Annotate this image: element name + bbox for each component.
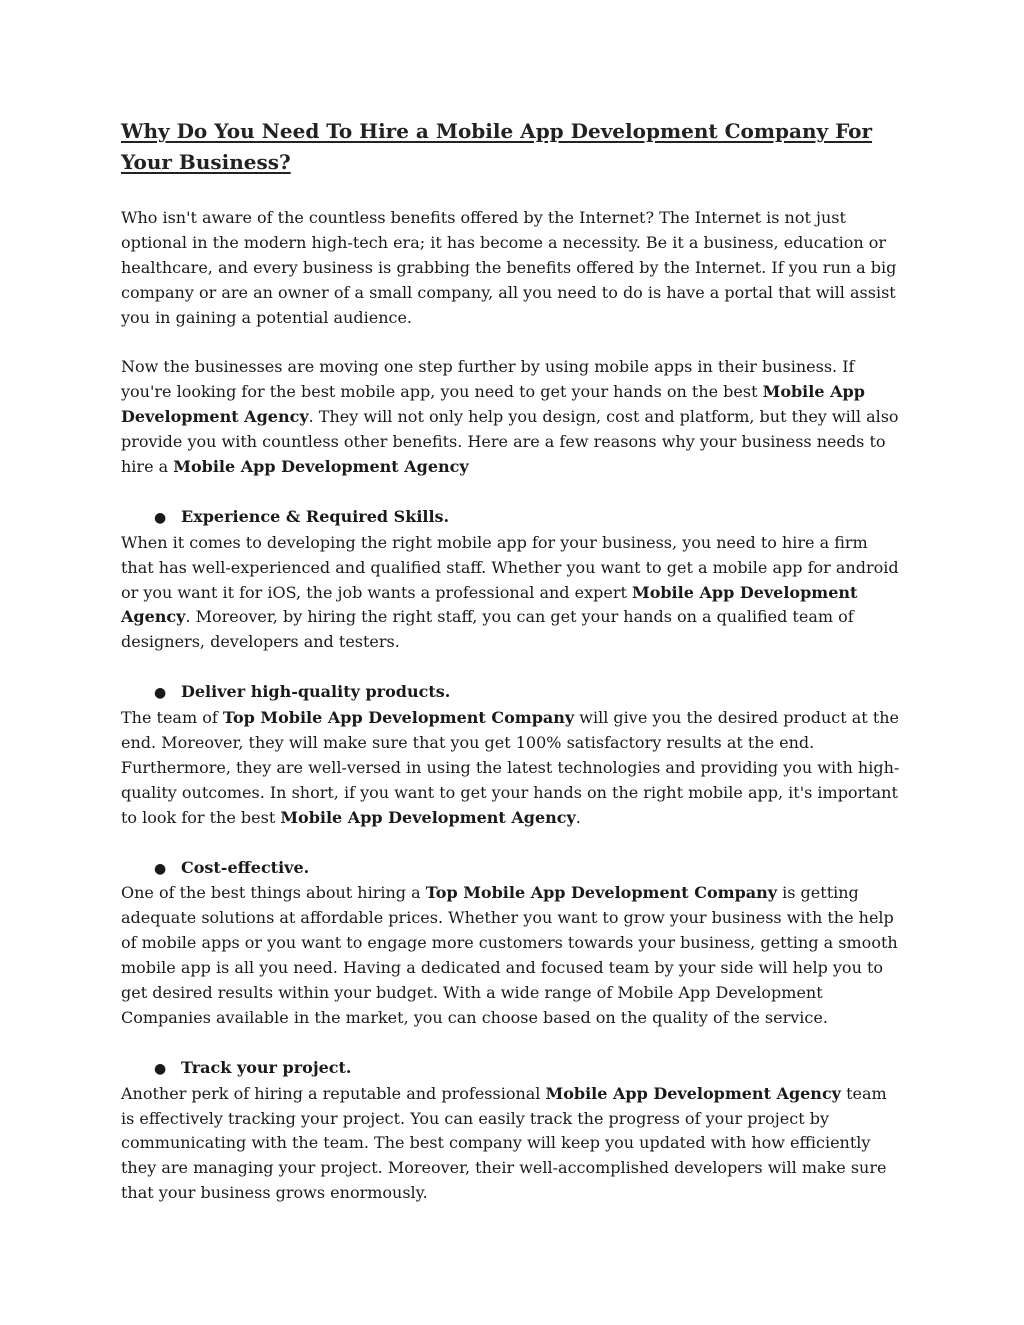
section-heading-text: Deliver high-quality products. xyxy=(181,682,451,702)
text-run: One of the best things about hiring a xyxy=(121,883,426,903)
section-body-track xyxy=(121,1082,905,1207)
bullet-icon: ● xyxy=(154,860,167,877)
text-run: will give you the desired product at the end. Moreover, they will make sure that you get 100% satisfactory results at the end. Furthermore, they are well-versed in using the latest technologies and providing you with high-quality outcomes. In short, if you want to get your hands on the right mobile app, it's important to look for the best xyxy=(121,708,900,827)
document-page xyxy=(121,116,905,1206)
text-run: Now the businesses are moving one step further by using mobile apps in their business. If you're looking for the best mobile app, you need to get your hands on the best xyxy=(121,357,855,402)
bold-term: Mobile App Development Agency xyxy=(121,582,858,627)
intro-paragraph: Who isn't aware of the countless benefits offered by the Internet? The Internet is not just optional in the modern high-tech era; it has become a necessity. Be it a business, education or healthcare, and every business is grabbing the benefits offered by the Internet. If you run a big company or are an owner of a small company, all you need to do is have a portal that will assist you in gaining a potential audience. xyxy=(121,208,897,327)
section-heading-text: Experience & Required Skills. xyxy=(181,506,450,526)
paragraph-mobile-apps xyxy=(121,355,905,480)
bold-term: Top Mobile App Development Company xyxy=(425,883,778,903)
section-body-experience xyxy=(121,531,905,656)
bullet-icon: ● xyxy=(154,509,167,526)
section-body-quality xyxy=(121,706,905,831)
section-heading-text: Cost-effective. xyxy=(181,857,310,877)
page-title: Why Do You Need To Hire a Mobile App Development Company For Your Business? xyxy=(121,119,873,174)
bold-term: Mobile App Development Agency xyxy=(121,382,865,427)
text-run: is getting adequate solutions at affordable prices. Whether you want to grow your business with the help of mobile apps or you want to engage more customers towards your business, getting a smooth mobile app is all you need. Having a dedicated and focused team by your side will help you to get desired results within your budget. With a wide range of Mobile App Development Companies available in the market, you can choose based on the quality of the service. xyxy=(121,883,898,1027)
bold-term: Mobile App Development Agency xyxy=(280,807,576,827)
bullet-icon: ● xyxy=(154,1060,167,1077)
section-heading-text: Track your project. xyxy=(181,1057,352,1077)
bold-term: Mobile App Development Agency xyxy=(173,457,469,477)
text-run: . xyxy=(575,807,581,827)
text-run: The team of xyxy=(121,708,223,728)
text-run: Another perk of hiring a reputable and professional xyxy=(121,1083,546,1103)
text-run: When it comes to developing the right mobile app for your business, you need to hire a firm that has well-experienced and qualified staff. Whether you want to get a mobile app for android or you want it for iOS, the job wants a professional and expert xyxy=(121,532,899,602)
bold-term: Top Mobile App Development Company xyxy=(222,708,575,728)
text-run: . Moreover, by hiring the right staff, you can get your hands on a qualified team of designers, developers and testers. xyxy=(121,607,854,652)
section-heading-cost xyxy=(121,856,905,882)
section-heading-track xyxy=(121,1056,905,1082)
text-run: team is effectively tracking your project. You can easily track the progress of your project by communicating with the team. The best company will keep you updated with how efficiently they are managing your project. Moreover, their well-accomplished developers will make sure that your business grows enormously. xyxy=(121,1083,887,1203)
bold-term: Mobile App Development Agency xyxy=(545,1083,841,1103)
section-heading-quality xyxy=(121,680,905,706)
section-heading-experience xyxy=(121,505,905,531)
section-body-cost xyxy=(121,881,905,1030)
bullet-icon: ● xyxy=(154,685,167,702)
text-run: . They will not only help you design, cost and platform, but they will also provide you with countless other benefits. Here are a few reasons why your business needs to hire a xyxy=(121,407,899,477)
